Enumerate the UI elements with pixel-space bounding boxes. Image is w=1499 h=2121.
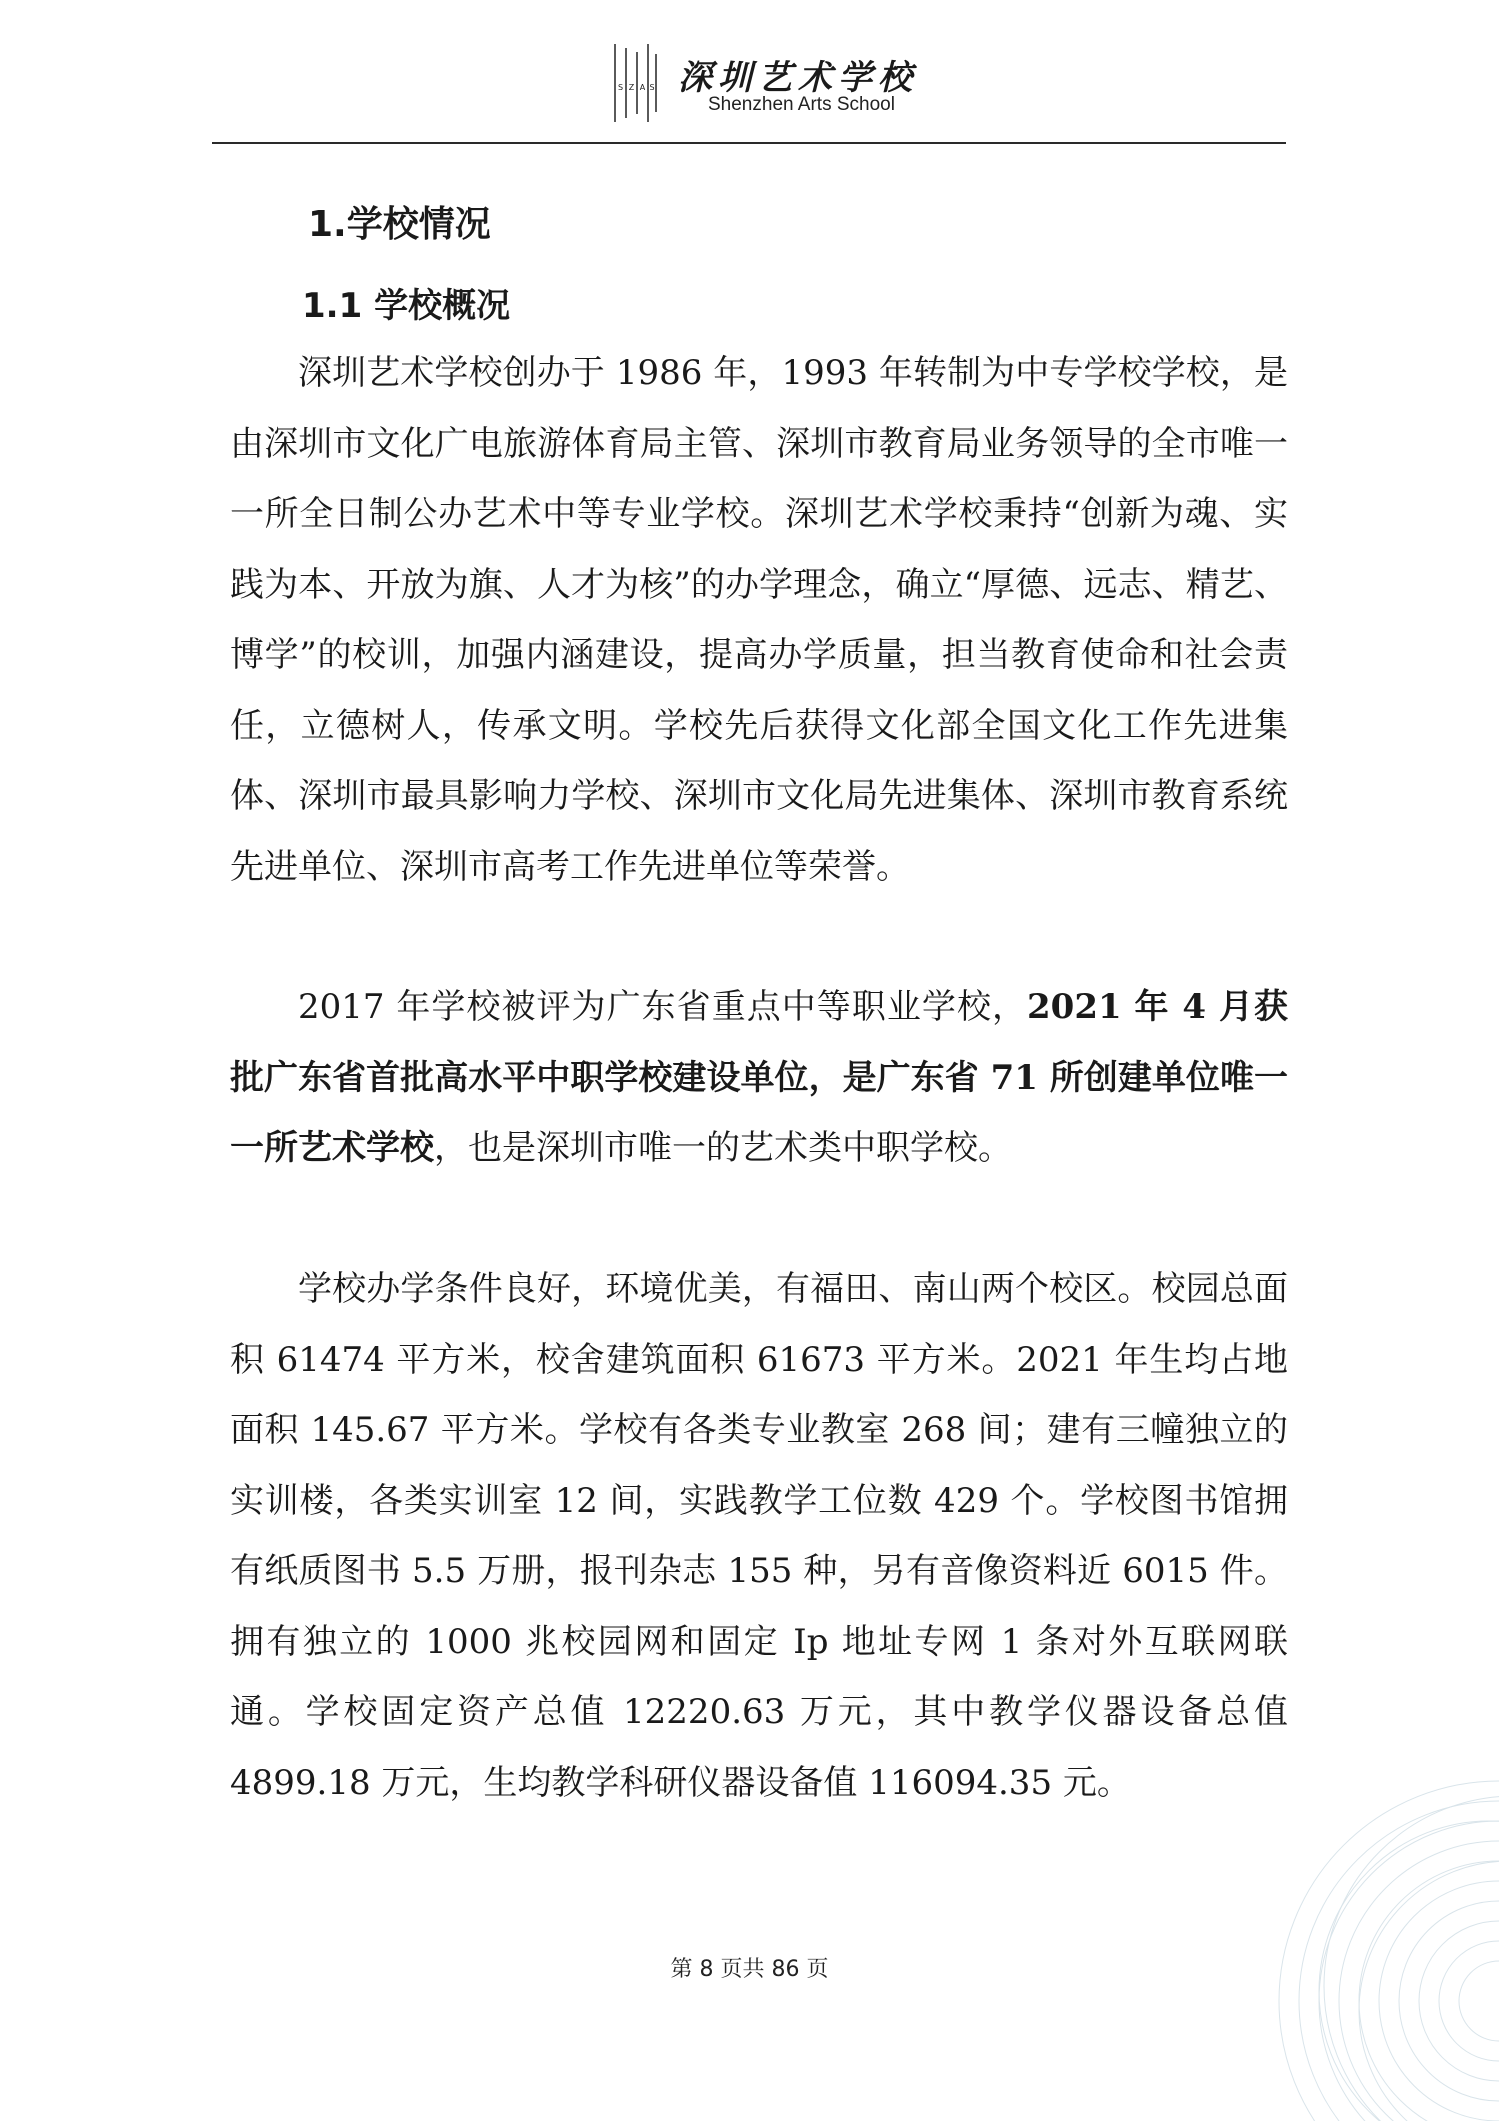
decorative-circles-icon	[1259, 1641, 1499, 2121]
svg-text:A: A	[639, 83, 646, 92]
svg-text:S: S	[649, 83, 655, 92]
paragraph-school-facilities: 学校办学条件良好，环境优美，有福田、南山两个校区。校园总面积 61474 平方米，校舍建筑面积 61673 平方米。2021 年生均占地面积 145.67 平方米。学校有各类专业教室 268 间；建有三幢独立的实训楼，各类实训室 12 间，实践教学工位数 429 个。学校图书馆拥有纸质图书 5.5 万册，报刊杂志 155 种，另有音像资料近 6015 件。拥有独立的 1000 兆校园网和固定 Ip 地址专网 1 条对外互联网联通。学校固定资产总值 12220.63 万元，其中教学仪器设备总值 4899.18 万元，生均教学科研仪器设备值 116094.35 元。	[230, 1269, 1288, 1803]
svg-text:Z: Z	[628, 83, 635, 92]
header-divider	[212, 142, 1286, 144]
paragraph-text: ，也是深圳市唯一的艺术类中职学校。	[434, 1128, 1012, 1168]
school-logo-icon	[612, 44, 658, 122]
paragraph-school-history: 深圳艺术学校创办于 1986 年，1993 年转制为中专学校学校，是由深圳市文化广电旅游体育局主管、深圳市教育局业务领导的全市唯一一所全日制公办艺术中等专业学校。深圳艺术学校秉持“创新为魂、实践为本、开放为旗、人才为核”的办学理念，确立“厚德、远志、精艺、博学”的校训，加强内涵建设，提高办学质量，担当教育使命和社会责任，立德树人，传承文明。学校先后获得文化部全国文化工作先进集体、深圳市最具影响力学校、深圳市文化局先进集体、深圳市教育系统先进单位、深圳市高考工作先进单位等荣誉。	[230, 353, 1288, 887]
page-number: 第 8 页共 86 页	[670, 1957, 829, 1982]
section-heading: 1.学校情况	[308, 204, 491, 245]
paragraph-text: 2017 年学校被评为广东省重点中等职业学校，	[298, 987, 1028, 1027]
paragraph-school-honors	[230, 972, 1288, 1184]
school-name-chinese: 深圳艺术学校	[678, 58, 918, 98]
paragraph-bold-text: 2021 年 4 月获批广东省首批高水平中职学校建设单位，是广东省 71 所创建单位唯一一所艺术学校	[230, 987, 1288, 1168]
subsection-heading: 1.1 学校概况	[302, 286, 511, 326]
page-header	[0, 0, 1499, 150]
school-name-english: Shenzhen Arts School	[708, 94, 895, 115]
svg-text:S: S	[617, 83, 624, 92]
